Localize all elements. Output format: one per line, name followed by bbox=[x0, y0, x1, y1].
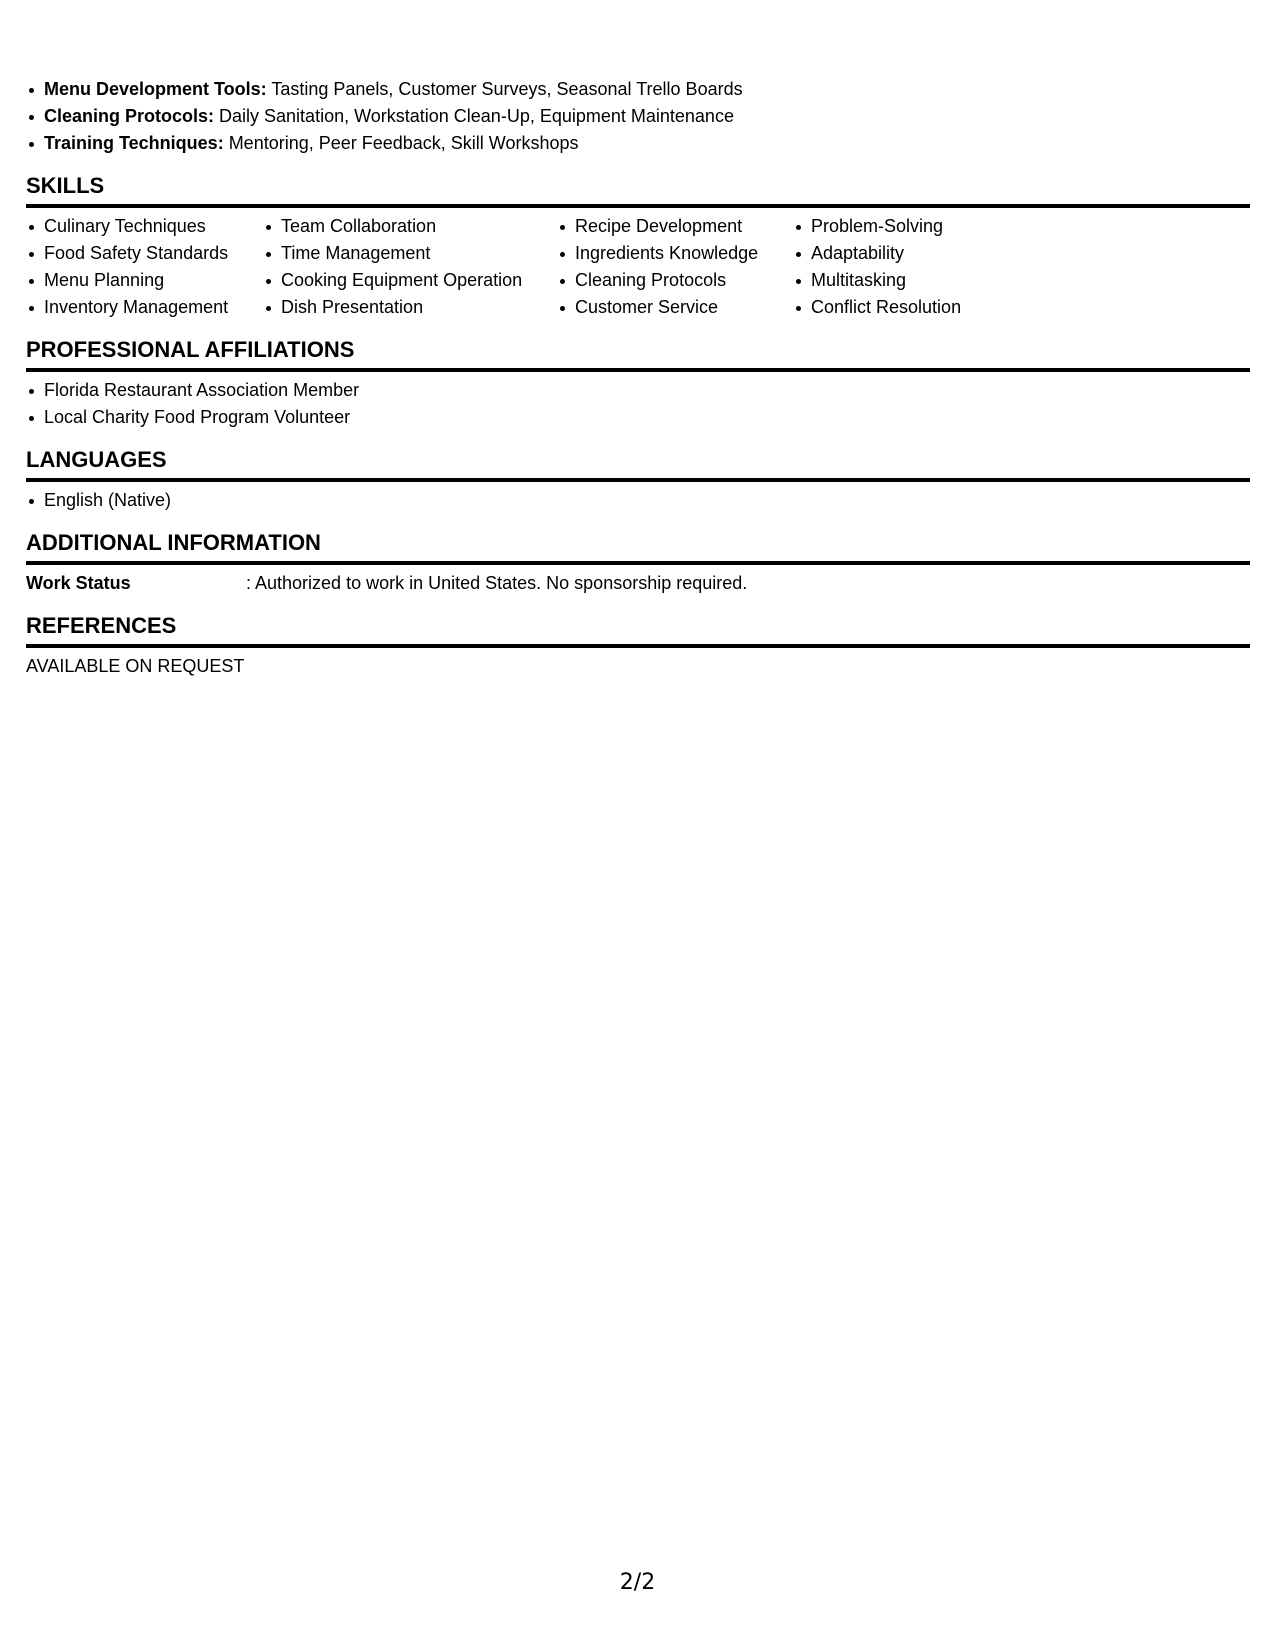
skills-grid bbox=[26, 213, 1250, 321]
languages-list bbox=[26, 487, 1250, 514]
references-text: AVAILABLE ON REQUEST bbox=[26, 656, 245, 676]
additional-info-section bbox=[26, 528, 1250, 597]
skill-item: Cooking Equipment Operation bbox=[263, 267, 557, 294]
list-item: Florida Restaurant Association Member bbox=[26, 377, 1250, 404]
item-text: Daily Sanitation, Workstation Clean-Up, Equipment Maintenance bbox=[214, 106, 734, 126]
skill-item: Recipe Development bbox=[557, 213, 793, 240]
work-status-row bbox=[26, 570, 1250, 597]
skill-item: Food Safety Standards bbox=[26, 240, 263, 267]
item-label: Cleaning Protocols: bbox=[44, 106, 215, 126]
item-text: Mentoring, Peer Feedback, Skill Workshops bbox=[223, 133, 579, 153]
page-number: 2/2 bbox=[619, 1570, 656, 1595]
work-status-value: : Authorized to work in United States. No sponsorship required. bbox=[246, 573, 748, 593]
list-item bbox=[26, 130, 1250, 157]
skill-item: Menu Planning bbox=[26, 267, 263, 294]
skills-column bbox=[26, 213, 263, 321]
tools-list bbox=[26, 76, 1250, 157]
references-section bbox=[26, 611, 1250, 680]
skill-item: Dish Presentation bbox=[263, 294, 557, 321]
skill-item: Culinary Techniques bbox=[26, 213, 263, 240]
list-item: English (Native) bbox=[26, 487, 1250, 514]
skill-item: Problem-Solving bbox=[793, 213, 1033, 240]
skills-column bbox=[263, 213, 557, 321]
work-status-label: Work Status bbox=[26, 573, 131, 593]
skill-item: Multitasking bbox=[793, 267, 1033, 294]
item-text: Tasting Panels, Customer Surveys, Seasonal Trello Boards bbox=[266, 79, 743, 99]
list-item bbox=[26, 76, 1250, 103]
section-title: ADDITIONAL INFORMATION bbox=[26, 528, 1250, 565]
item-label: Menu Development Tools: bbox=[44, 79, 267, 99]
skills-column bbox=[557, 213, 793, 321]
affiliations-section bbox=[26, 335, 1250, 431]
section-title: SKILLS bbox=[26, 171, 1250, 208]
skill-item: Inventory Management bbox=[26, 294, 263, 321]
list-item: Local Charity Food Program Volunteer bbox=[26, 404, 1250, 431]
skills-column bbox=[793, 213, 1033, 321]
affiliations-list bbox=[26, 377, 1250, 431]
skills-section bbox=[26, 171, 1250, 321]
skill-item: Customer Service bbox=[557, 294, 793, 321]
skill-item: Team Collaboration bbox=[263, 213, 557, 240]
section-title: PROFESSIONAL AFFILIATIONS bbox=[26, 335, 1250, 372]
list-item bbox=[26, 103, 1250, 130]
skill-item: Adaptability bbox=[793, 240, 1033, 267]
item-label: Training Techniques: bbox=[44, 133, 224, 153]
skill-item: Conflict Resolution bbox=[793, 294, 1033, 321]
skill-item: Time Management bbox=[263, 240, 557, 267]
section-title: REFERENCES bbox=[26, 611, 1250, 648]
section-title: LANGUAGES bbox=[26, 445, 1250, 482]
skill-item: Ingredients Knowledge bbox=[557, 240, 793, 267]
resume-page bbox=[26, 76, 1250, 680]
skill-item: Cleaning Protocols bbox=[557, 267, 793, 294]
languages-section bbox=[26, 445, 1250, 514]
